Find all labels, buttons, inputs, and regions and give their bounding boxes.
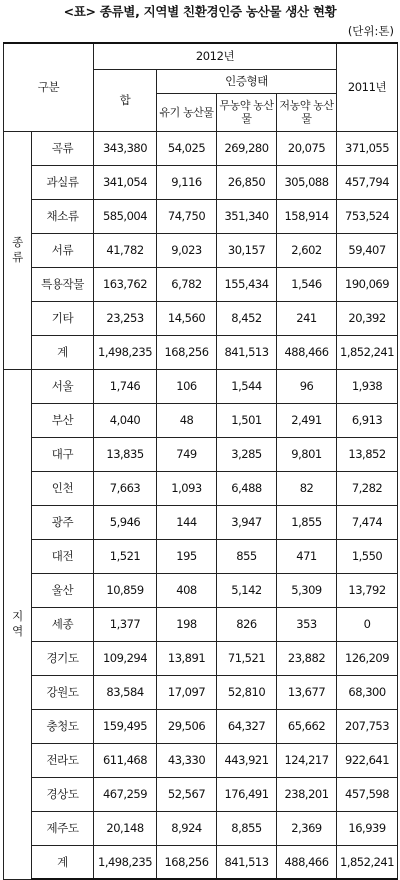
cell-2011: 59,407: [337, 233, 398, 267]
cell-pesticide-free: 64,327: [217, 709, 277, 743]
cell-pesticide-free: 1,544: [217, 369, 277, 403]
row-label: 서류: [32, 233, 94, 267]
cell-total: 467,259: [94, 777, 157, 811]
cell-low-pesticide: 82: [277, 471, 337, 505]
cell-organic: 54,025: [157, 131, 217, 165]
cell-total: 1,498,235: [94, 335, 157, 369]
cell-2011: 1,938: [337, 369, 398, 403]
group-label-type-text: 종류: [12, 235, 23, 264]
cell-2011: 1,852,241: [337, 845, 398, 879]
header-total: 합: [94, 69, 157, 131]
row-label: 대전: [32, 539, 94, 573]
row-label: 서울: [32, 369, 94, 403]
cell-total: 23,253: [94, 301, 157, 335]
table-row: [4, 845, 398, 879]
cell-organic: 13,891: [157, 641, 217, 675]
cell-organic: 408: [157, 573, 217, 607]
row-label: 경상도: [32, 777, 94, 811]
cell-2011: 68,300: [337, 675, 398, 709]
header-category: 구분: [4, 43, 94, 131]
table-row: [4, 675, 398, 709]
cell-low-pesticide: 488,466: [277, 335, 337, 369]
cell-low-pesticide: 20,075: [277, 131, 337, 165]
cell-organic: 198: [157, 607, 217, 641]
cell-organic: 43,330: [157, 743, 217, 777]
cell-low-pesticide: 23,882: [277, 641, 337, 675]
cell-pesticide-free: 841,513: [217, 335, 277, 369]
cell-2011: 922,641: [337, 743, 398, 777]
row-label: 과실류: [32, 165, 94, 199]
cell-low-pesticide: 353: [277, 607, 337, 641]
cell-organic: 168,256: [157, 335, 217, 369]
cell-total: 1,498,235: [94, 845, 157, 879]
cell-low-pesticide: 305,088: [277, 165, 337, 199]
table-row: [4, 301, 398, 335]
table-row: [4, 267, 398, 301]
unit-label: (단위:톤): [347, 24, 394, 38]
cell-2011: 13,792: [337, 573, 398, 607]
cell-2011: 20,392: [337, 301, 398, 335]
cell-pesticide-free: 269,280: [217, 131, 277, 165]
cell-total: 7,663: [94, 471, 157, 505]
cell-organic: 106: [157, 369, 217, 403]
cell-total: 5,946: [94, 505, 157, 539]
cell-2011: 457,598: [337, 777, 398, 811]
table-title: <표> 종류별, 지역별 친환경인증 농산물 생산 현황: [63, 4, 337, 19]
cell-low-pesticide: 96: [277, 369, 337, 403]
row-label: 인천: [32, 471, 94, 505]
cell-total: 343,380: [94, 131, 157, 165]
cell-pesticide-free: 6,488: [217, 471, 277, 505]
cell-total: 1,521: [94, 539, 157, 573]
table-row: [4, 709, 398, 743]
row-label: 울산: [32, 573, 94, 607]
row-label: 충청도: [32, 709, 94, 743]
cell-total: 20,148: [94, 811, 157, 845]
cell-pesticide-free: 826: [217, 607, 277, 641]
table-row: [4, 641, 398, 675]
cell-low-pesticide: 1,546: [277, 267, 337, 301]
row-label: 전라도: [32, 743, 94, 777]
cell-2011: 126,209: [337, 641, 398, 675]
cell-total: 341,054: [94, 165, 157, 199]
row-label: 계: [32, 845, 94, 879]
cell-low-pesticide: 2,369: [277, 811, 337, 845]
row-label: 세종: [32, 607, 94, 641]
cell-2011: 457,794: [337, 165, 398, 199]
cell-2011: 1,550: [337, 539, 398, 573]
cell-low-pesticide: 124,217: [277, 743, 337, 777]
cell-pesticide-free: 52,810: [217, 675, 277, 709]
table-row: [4, 573, 398, 607]
cell-organic: 168,256: [157, 845, 217, 879]
row-label: 특용작물: [32, 267, 94, 301]
cell-total: 159,495: [94, 709, 157, 743]
row-label: 광주: [32, 505, 94, 539]
cell-pesticide-free: 8,452: [217, 301, 277, 335]
cell-2011: 207,753: [337, 709, 398, 743]
row-label: 기타: [32, 301, 94, 335]
production-table: [3, 42, 398, 880]
header-cert-type: 인증형태: [157, 69, 337, 93]
cell-organic: 48: [157, 403, 217, 437]
table-row: [4, 471, 398, 505]
table-row: [4, 165, 398, 199]
cell-total: 611,468: [94, 743, 157, 777]
cell-organic: 14,560: [157, 301, 217, 335]
cell-2011: 7,474: [337, 505, 398, 539]
cell-low-pesticide: 9,801: [277, 437, 337, 471]
cell-2011: 7,282: [337, 471, 398, 505]
table-row: [4, 199, 398, 233]
cell-organic: 144: [157, 505, 217, 539]
row-label: 강원도: [32, 675, 94, 709]
cell-organic: 195: [157, 539, 217, 573]
row-label: 채소류: [32, 199, 94, 233]
header-year-2012: 2012년: [94, 43, 337, 69]
cell-total: 1,377: [94, 607, 157, 641]
cell-organic: 749: [157, 437, 217, 471]
cell-low-pesticide: 158,914: [277, 199, 337, 233]
cell-organic: 74,750: [157, 199, 217, 233]
cell-2011: 753,524: [337, 199, 398, 233]
cell-total: 109,294: [94, 641, 157, 675]
cell-total: 83,584: [94, 675, 157, 709]
table-row: [4, 233, 398, 267]
cell-low-pesticide: 1,855: [277, 505, 337, 539]
cell-2011: 190,069: [337, 267, 398, 301]
cell-total: 4,040: [94, 403, 157, 437]
cell-2011: 16,939: [337, 811, 398, 845]
table-row: [4, 607, 398, 641]
cell-pesticide-free: 1,501: [217, 403, 277, 437]
table-row: [4, 369, 398, 403]
cell-organic: 52,567: [157, 777, 217, 811]
header-organic: 유기 농산물: [157, 93, 217, 131]
row-label: 계: [32, 335, 94, 369]
cell-total: 41,782: [94, 233, 157, 267]
row-label: 곡류: [32, 131, 94, 165]
cell-pesticide-free: 5,142: [217, 573, 277, 607]
cell-organic: 17,097: [157, 675, 217, 709]
table-row: [4, 505, 398, 539]
cell-2011: 13,852: [337, 437, 398, 471]
cell-total: 1,746: [94, 369, 157, 403]
cell-organic: 6,782: [157, 267, 217, 301]
cell-low-pesticide: 471: [277, 539, 337, 573]
cell-low-pesticide: 2,602: [277, 233, 337, 267]
cell-pesticide-free: 30,157: [217, 233, 277, 267]
row-label: 부산: [32, 403, 94, 437]
cell-low-pesticide: 5,309: [277, 573, 337, 607]
header-low-pesticide: 저농약 농산물: [277, 93, 337, 131]
cell-organic: 8,924: [157, 811, 217, 845]
cell-pesticide-free: 155,434: [217, 267, 277, 301]
cell-low-pesticide: 13,677: [277, 675, 337, 709]
cell-total: 13,835: [94, 437, 157, 471]
row-label: 제주도: [32, 811, 94, 845]
cell-total: 10,859: [94, 573, 157, 607]
cell-low-pesticide: 65,662: [277, 709, 337, 743]
cell-pesticide-free: 351,340: [217, 199, 277, 233]
cell-organic: 1,093: [157, 471, 217, 505]
table-row: [4, 539, 398, 573]
cell-pesticide-free: 8,855: [217, 811, 277, 845]
cell-organic: 29,506: [157, 709, 217, 743]
table-row: [4, 743, 398, 777]
table-row: [4, 437, 398, 471]
row-label: 경기도: [32, 641, 94, 675]
cell-total: 585,004: [94, 199, 157, 233]
header-pesticide-free: 무농약 농산물: [217, 93, 277, 131]
group-label-region-text: 지역: [12, 609, 23, 638]
cell-organic: 9,023: [157, 233, 217, 267]
cell-2011: 371,055: [337, 131, 398, 165]
cell-pesticide-free: 26,850: [217, 165, 277, 199]
table-row: [4, 403, 398, 437]
cell-pesticide-free: 71,521: [217, 641, 277, 675]
group-label-region: [4, 369, 32, 879]
cell-low-pesticide: 2,491: [277, 403, 337, 437]
row-label: 대구: [32, 437, 94, 471]
cell-2011: 0: [337, 607, 398, 641]
cell-2011: 1,852,241: [337, 335, 398, 369]
cell-low-pesticide: 238,201: [277, 777, 337, 811]
table-row: [4, 131, 398, 165]
cell-pesticide-free: 176,491: [217, 777, 277, 811]
cell-low-pesticide: 241: [277, 301, 337, 335]
cell-pesticide-free: 855: [217, 539, 277, 573]
header-year-2011: 2011년: [337, 43, 398, 131]
cell-pesticide-free: 3,947: [217, 505, 277, 539]
cell-pesticide-free: 841,513: [217, 845, 277, 879]
group-label-type: [4, 131, 32, 369]
table-row: [4, 811, 398, 845]
table-row: [4, 335, 398, 369]
cell-pesticide-free: 443,921: [217, 743, 277, 777]
cell-total: 163,762: [94, 267, 157, 301]
cell-low-pesticide: 488,466: [277, 845, 337, 879]
cell-organic: 9,116: [157, 165, 217, 199]
cell-pesticide-free: 3,285: [217, 437, 277, 471]
cell-2011: 6,913: [337, 403, 398, 437]
